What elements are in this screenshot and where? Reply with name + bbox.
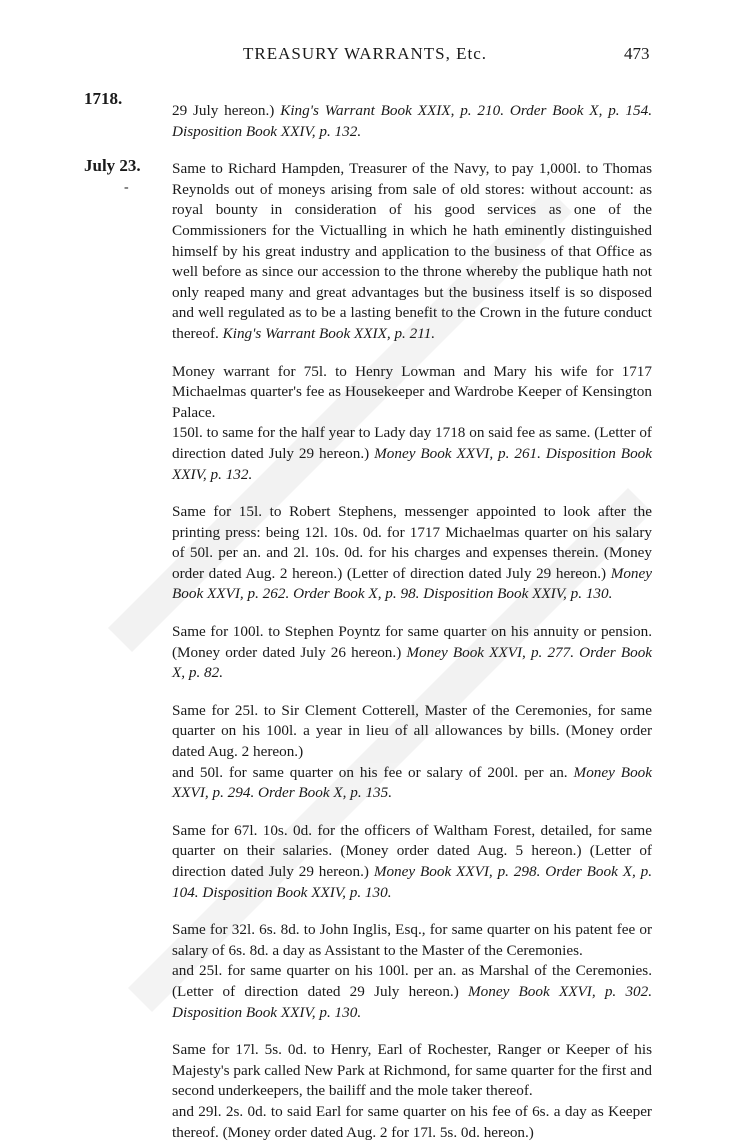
book-reference: Money Book XXVI, p. 294. — [172, 763, 653, 802]
book-reference: Order Book X, p. 82. — [172, 643, 653, 682]
entry-text — [172, 502, 652, 605]
entry-paragraph — [172, 920, 652, 1023]
book-reference: King's Warrant Book XXIX, p. 210. — [280, 102, 505, 119]
book-reference: Money Book XXVI, p. 302. — [468, 982, 653, 1000]
book-reference: Disposition Book XXIV, p. 130. — [423, 585, 613, 603]
entry-paragraph — [172, 1040, 652, 1143]
document-body — [172, 101, 652, 1143]
running-title: TREASURY WARRANTS, Etc. — [242, 44, 488, 63]
book-reference: Order Book X, p. 104. — [172, 863, 653, 901]
entry-paragraph — [172, 622, 652, 684]
entry-text — [172, 763, 652, 804]
entry-plain-text: 150l. to same for the half year to Lady day 1718 on said fee as same. (Letter of direction dated July 29 hereon.) — [172, 424, 652, 462]
entry-plain-text: Same to Richard Hampden, Treasurer of the Navy, to pay 1,000l. to Thomas Reynolds out of moneys arising from sale of old stores: without account: as royal bounty in consideration of his good services as one of the Commissioners for the Victualling in which he hath eminently distinguished himself by his great industry and application to the business of that Office as well before as since our accession to the throne whereby the publique hath not only reaped many and great advantages but the business itself is so disposed and well regulated as to be a lasting benefit to the Crown in the future conduct thereof. — [172, 160, 652, 342]
margin-year: 1718. — [84, 89, 123, 108]
book-reference: King's Warrant Book XXIX, p. 211. — [222, 324, 436, 342]
entry-plain-text: and 25l. for same quarter on his 100l. per an. as Marshal of the Ceremonies. (Letter of direction dated 29 July hereon.) — [172, 962, 652, 1000]
book-reference: Money Book XXVI, p. 261. — [374, 444, 541, 462]
entry-plain-text: Same for 17l. 5s. 0d. to Henry, Earl of Rochester, Ranger or Keeper of his Majesty's park called New Park at Richmond, for same quarter for the first and second underkeepers, the bailiff and the mole taker thereof. — [172, 1041, 652, 1100]
entry-text — [172, 701, 652, 763]
book-reference: Order Book X, p. 98. — [293, 585, 420, 603]
entry-plain-text: and 50l. for same quarter on his fee or salary of 200l. per an. — [172, 763, 568, 781]
entry-text — [172, 1040, 652, 1102]
entry-text — [172, 101, 652, 142]
book-reference: Order Book X, p. 135. — [258, 784, 393, 802]
book-reference: Disposition Book XXIV, p. 132. — [172, 122, 362, 140]
entry-text — [172, 159, 652, 344]
book-reference: Money Book XXVI, p. 298. — [373, 863, 541, 880]
entry-plain-text: 29 July hereon.) — [172, 102, 275, 119]
entry-paragraph — [172, 159, 652, 344]
entry-text — [172, 821, 652, 903]
book-reference: Money Book XXVI, p. 277. — [406, 643, 575, 661]
page-number: 473 — [624, 44, 650, 63]
entry-paragraph — [172, 101, 652, 142]
book-reference: Disposition Book XXIV, p. 130. — [172, 1003, 362, 1021]
book-reference: Order Book X, p. 154. — [509, 102, 653, 119]
margin-mark: - — [124, 180, 129, 195]
margin-date: July 23. — [84, 156, 141, 175]
book-reference: Money Book XXVI, p. 262. — [172, 564, 653, 603]
entry-text — [172, 622, 652, 684]
entry-text — [172, 1102, 652, 1143]
entry-plain-text: Money warrant for 75l. to Henry Lowman and Mary his wife for 1717 Michaelmas quarter's fee as Housekeeper and Wardrobe Keeper of Kensington Palace. — [172, 362, 652, 421]
entry-plain-text: Same for 32l. 6s. 8d. to John Inglis, Esq., for same quarter on his patent fee or salary of 6s. 8d. a day as Assistant to the Master of the Ceremonies. — [172, 921, 652, 959]
entry-text — [172, 961, 652, 1023]
entry-plain-text: Same for 100l. to Stephen Poyntz for same quarter on his annuity or pension. (Money order dated July 26 hereon.) — [172, 623, 652, 661]
entry-plain-text: Same for 15l. to Robert Stephens, messenger appointed to look after the printing press: being 12l. 10s. 0d. for 1717 Michaelmas quarter on his salary of 50l. per an. and 2l. 10s. 0d. for his charges and expenses therein. (Money order dated Aug. 2 hereon.) (Letter of direction dated July 29 hereon.) — [172, 503, 652, 582]
book-reference: Disposition Book XXIV, p. 130. — [202, 883, 392, 901]
entry-text — [172, 362, 652, 424]
entry-paragraph — [172, 502, 652, 605]
book-reference: Disposition Book XXIV, p. 132. — [172, 444, 653, 483]
entry-paragraph — [172, 362, 652, 486]
entry-paragraph — [172, 821, 652, 903]
entry-paragraph — [172, 701, 652, 804]
entry-text — [172, 423, 652, 485]
entry-plain-text: Same for 67l. 10s. 0d. for the officers of Waltham Forest, detailed, for same quarter on their salaries. (Money order dated Aug. 5 hereon.) (Letter of direction dated July 29 hereon.) — [172, 821, 652, 880]
entry-plain-text: Same for 25l. to Sir Clement Cotterell, Master of the Ceremonies, for same quarter on his 100l. a year in lieu of all allowances by bills. (Money order dated Aug. 2 hereon.) — [172, 701, 652, 761]
entry-text — [172, 920, 652, 961]
entry-plain-text: and 29l. 2s. 0d. to said Earl for same quarter on his fee of 6s. a day as Keeper thereof. (Money order dated Aug. 2 for 17l. 5s. 0d. hereon.) — [172, 1102, 652, 1141]
